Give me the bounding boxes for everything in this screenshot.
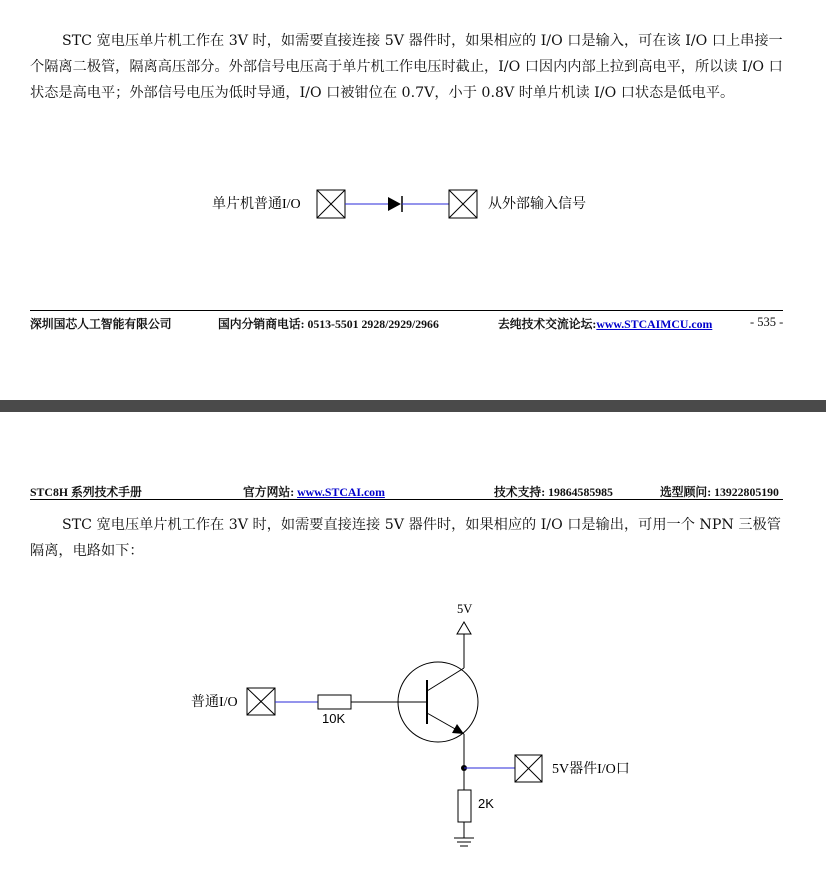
footer-company: 深圳国芯人工智能有限公司 (30, 317, 172, 331)
page2-paragraph-text: STC 宽电压单片机工作在 3V 时，如需要直接连接 5V 器件时，如果相应的 I/O 口是输出，可用一个 NPN 三极管隔离，电路如下： (30, 517, 781, 559)
header-manual: STC8H 系列技术手册 (30, 485, 142, 499)
footer-phone: 国内分销商电话: 0513-5501 2928/2929/2966 (218, 317, 439, 331)
base-resistor-label: 10K (322, 711, 346, 726)
input-label: 普通I/O (191, 695, 238, 710)
footer-forum-label: 去纯技术交流论坛: (498, 317, 597, 331)
output-label: 5V器件I/O口 (552, 762, 630, 777)
footer-forum-link[interactable]: www.STCAIMCU.com (596, 317, 713, 331)
base-resistor (318, 695, 351, 709)
page1-paragraph-text: STC 宽电压单片机工作在 3V 时，如需要直接连接 5V 器件时，如果相应的 I/O 口是输入，可在该 I/O 口上串接一个隔离二极管，隔离高压部分。外部信号电压高于单片机工作电压时截止，I/O 口因内内部上拉到高电平，所以读 I/O 口状态是高电平；外部信号电压为低时导通，I/O 口被钳位在 0.7V，小于 0.8V 时单片机读 I/O 口状态是低电平。 (30, 33, 783, 101)
header-consult: 选型顾问: 13922805190 (660, 485, 779, 499)
pulldown-resistor-label: 2K (478, 796, 494, 811)
diode-left-label: 单片机普通I/O (212, 197, 301, 212)
output-io-box (515, 755, 542, 782)
header-site-link[interactable]: www.STCAI.com (297, 485, 385, 499)
footer-page-number: - 535 - (750, 315, 784, 329)
diode-right-label: 从外部输入信号 (488, 197, 586, 212)
input-io-box (247, 688, 275, 715)
header-support: 技术支持: 19864585985 (494, 485, 613, 499)
ground-symbol (454, 838, 474, 846)
header-site-label: 官方网站: (243, 485, 298, 499)
vcc-arrow (457, 622, 471, 634)
pulldown-resistor (458, 790, 471, 822)
vcc-label: 5V (457, 602, 473, 616)
